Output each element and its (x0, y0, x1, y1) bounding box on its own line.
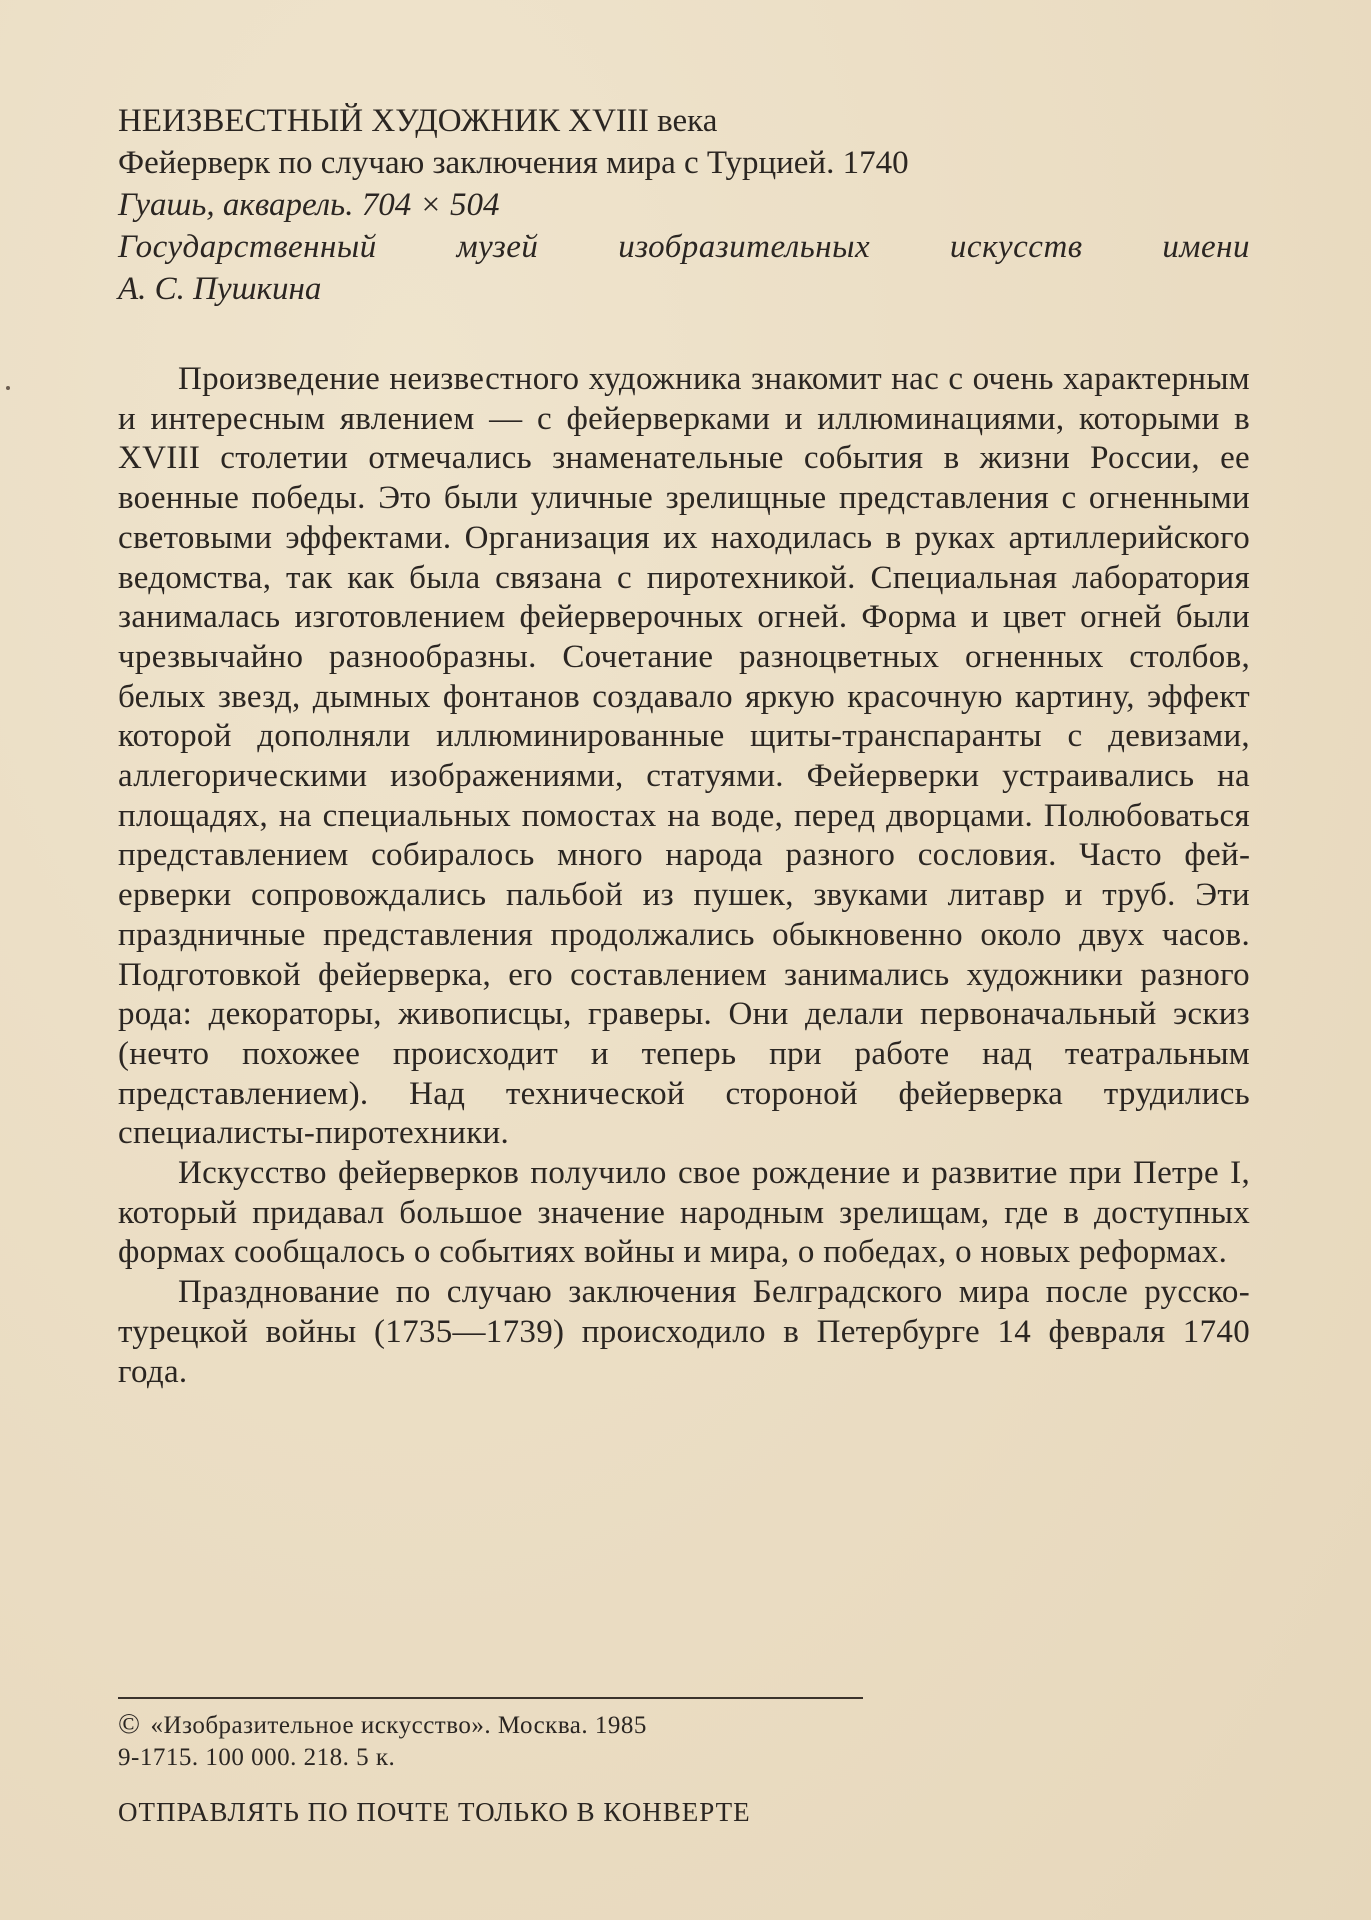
artwork-caption (118, 100, 1250, 310)
artist-name: НЕИЗВЕСТНЫЙ ХУДОЖНИК XVIII века (118, 103, 718, 139)
museum-name-line1: Государственный музей изобразительных искусств имени (118, 229, 1250, 265)
artwork-title: Фейерверк по случаю заключения мира с Турцией. 1740 (118, 145, 909, 181)
description-paragraph-2: Искусство фейерверков получило свое рождение и развитие при Петре I, который придавал большое значение народным зрелищам, где в доступных формах сообщалось о событиях войны и мира, о победах, о новых реформах. (118, 1155, 1250, 1271)
description-text (118, 360, 1250, 1392)
copyright-icon: © (118, 1708, 141, 1740)
artwork-medium: Гуашь, акварель. 704 × 504 (118, 187, 500, 223)
mailing-instruction: ОТПРАВЛЯТЬ ПО ПОЧТЕ ТОЛЬКО В КОНВЕРТЕ (118, 1797, 751, 1827)
paper-speck (6, 386, 10, 390)
publisher-imprint (118, 1708, 647, 1774)
museum-name-line2: А. С. Пушкина (118, 271, 322, 307)
footer-divider (118, 1697, 863, 1699)
print-codes: 9-1715. 100 000. 218. 5 к. (118, 1744, 396, 1771)
publisher-line: «Изобразительное искусство». Москва. 1985 (150, 1712, 647, 1739)
postcard-back-text (118, 100, 1250, 1392)
description-paragraph-1: Произведение неизвестного художника знакомит нас с очень характерным и интересным явлением — с фейерверками и иллюминациями, которыми в XVIII столетии отмечались знаменательные события в жизни России, ее военные победы. Это были уличные зрелищные представления с огненными световыми эффектами. Организация их находилась в руках артиллерийского ведомства, так как была связана с пиротехникой. Специальная лаборатория занималась изготовлением фейерверочных огней. Форма и цвет огней были чрезвычайно разнообразны. Сочетание разноцветных огненных столбов, белых звезд, дымных фонтанов создавало яркую красочную картину, эффект которой дополняли иллюминированные щиты-транспаранты с девизами, аллегорическими изображениями, статуями. Фейерверки устраивались на площадях, на специальных помостах на воде, перед дворцами. Полюбоваться представлением собиралось много народа разного сословия. Часто фейерверки сопровождались пальбой из пушек, звуками литавр и труб. Эти праздничные представления продолжались обыкновенно около двух часов. Подготовкой фейерверка, его составлением занимались художники разного рода: декораторы, живописцы, граверы. Они делали первоначальный эскиз (нечто похожее происходит и теперь при работе над театральным представлением). Над технической стороной фейерверка трудились специалисты-пиротехники. (118, 361, 1250, 1152)
description-paragraph-3: Празднование по случаю заключения Белградского мира после русско-турецкой войны (1735—1739) происходило в Петербурге 14 февраля 1740 года. (118, 1274, 1250, 1390)
